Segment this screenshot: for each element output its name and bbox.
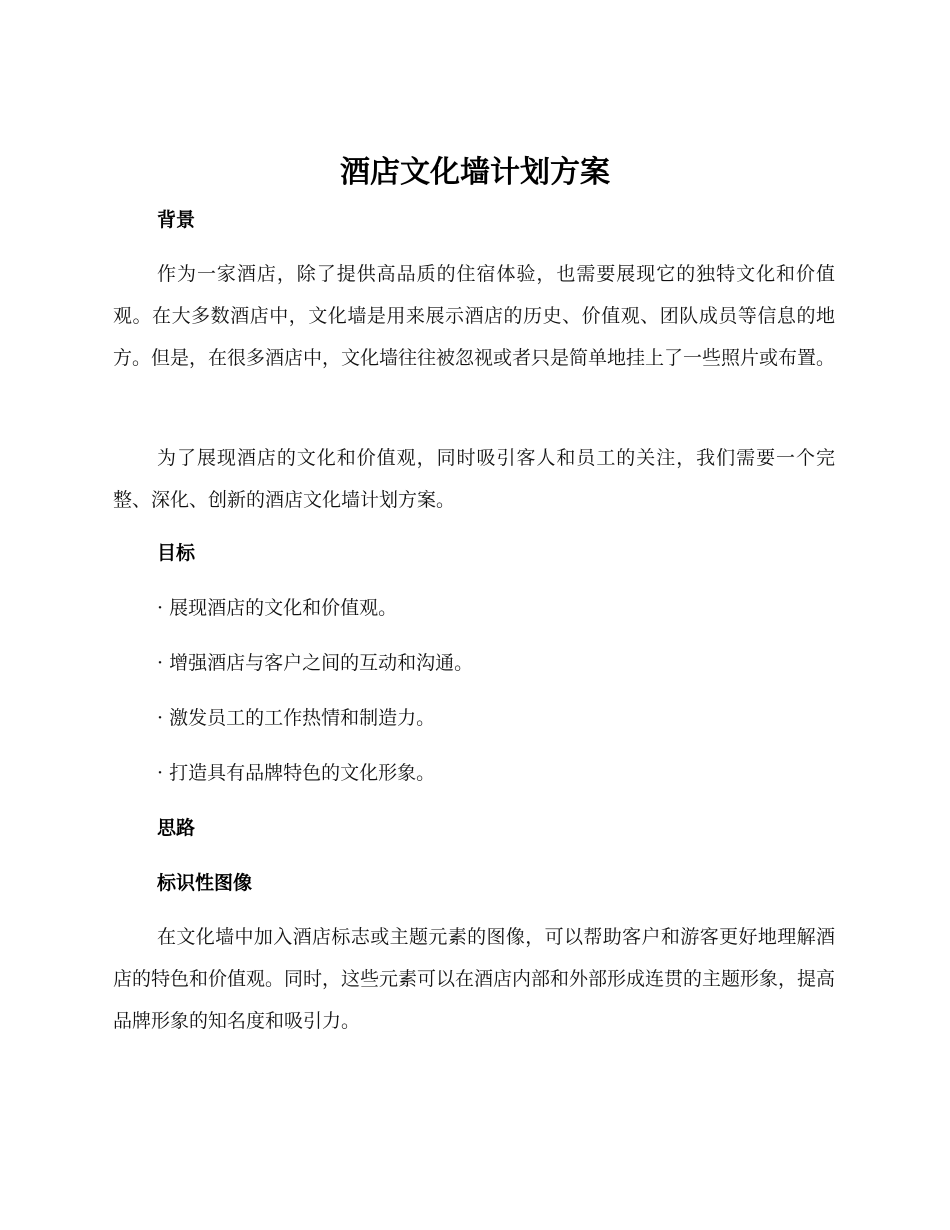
section-heading-goals: 目标 xyxy=(157,542,196,564)
goal-list-item: · 增强酒店与客户之间的互动和沟通。 xyxy=(157,652,474,674)
goal-list-item: · 激发员工的工作热情和制造力。 xyxy=(157,707,436,729)
document-title: 酒店文化墙计划方案 xyxy=(340,155,610,190)
goal-list-item: · 展现酒店的文化和价值观。 xyxy=(157,597,398,619)
approach-paragraph: 在文化墙中加入酒店标志或主题元素的图像，可以帮助客户和游客更好地理解酒店的特色和价值观。同时，这些元素可以在酒店内部和外部形成连贯的主题形象，提高品牌形象的知名度和吸引力。 xyxy=(113,926,836,1032)
goal-list-item: · 打造具有品牌特色的文化形象。 xyxy=(157,762,436,784)
background-paragraph-1: 作为一家酒店，除了提供高品质的住宿体验，也需要展现它的独特文化和价值观。在大多数酒店中，文化墙是用来展示酒店的历史、价值观、团队成员等信息的地方。但是，在很多酒店中，文化墙往往被忽视或者只是简单地挂上了一些照片或布置。 xyxy=(113,263,836,369)
section-heading-background: 背景 xyxy=(157,209,196,231)
section-heading-approach: 思路 xyxy=(157,817,196,839)
background-paragraph-2: 为了展现酒店的文化和价值观，同时吸引客人和员工的关注，我们需要一个完整、深化、创新的酒店文化墙计划方案。 xyxy=(113,447,835,511)
subsection-heading-identity-image: 标识性图像 xyxy=(157,872,253,894)
